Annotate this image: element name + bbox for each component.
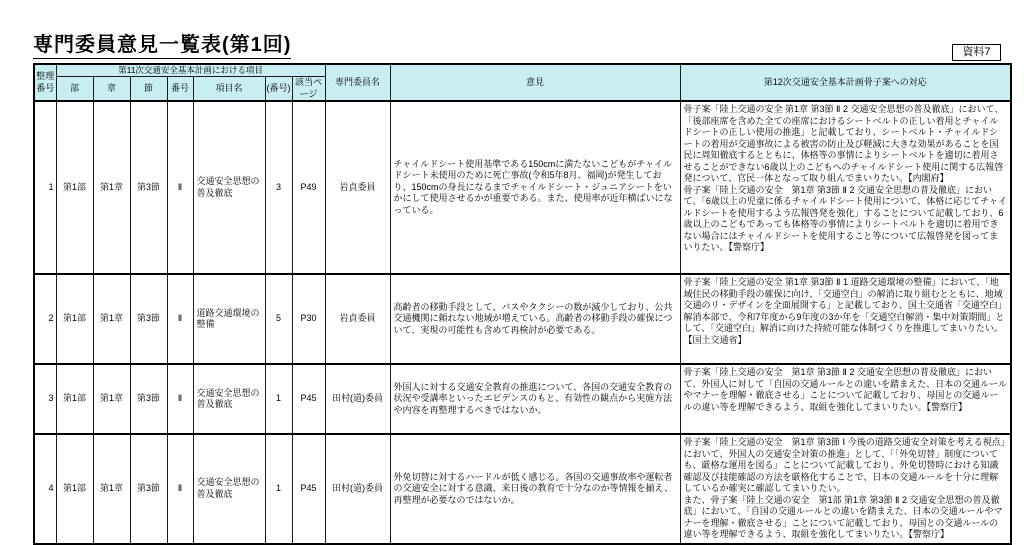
cell-response <box>680 364 1011 434</box>
cell-response <box>680 101 1011 274</box>
cell-chapter: 第1章 <box>93 434 130 544</box>
header-number: 番号 <box>167 77 193 102</box>
cell-number: Ⅱ <box>167 274 193 364</box>
table-row <box>34 101 1011 274</box>
cell-response <box>680 274 1011 364</box>
cell-item-name: 交通安全思想の普及徹底 <box>193 101 265 274</box>
cell-chapter: 第1章 <box>93 101 130 274</box>
response-paragraph: 骨子案「陸上交通の安全 第1章 第3節 Ⅱ 2 交通安全思想の普及徹底」において、「後部座席を含めた全ての座席におけるシートベルトの正しい着用とチャイルドシートの正しい使用の推進」と記載しており、シートベルト・チャイルドシートの着用が交通事故による被害の防止及び軽減に大きな効果があることを国民に周知徹底するとともに、体格等の事情によりシートベルトを適切に着用させることができない6歳以上のこどもへのチャイルドシート使用に関する広報啓発について、官民一体となって取り組んでまいりたい。【内閣府】 <box>683 104 1004 184</box>
cell-number: Ⅱ <box>167 364 193 434</box>
cell-part: 第1部 <box>56 364 93 434</box>
cell-item-name: 道路交通環境の整備 <box>193 274 265 364</box>
cell-opinion: 外国人に対する交通安全教育の推進について、各国の交通安全教育の状況や受講率といったエビデンスのもと、有効性の観点から実施方法や内容を再整理するべきではないか。 <box>390 364 680 434</box>
cell-member-name: 岩貞委員 <box>325 101 390 274</box>
cell-member-name: 田村(道)委員 <box>325 364 390 434</box>
header-page: 該当ページ <box>292 77 325 102</box>
cell-seq-number: 2 <box>34 274 56 364</box>
cell-sub-number: 1 <box>265 364 292 434</box>
cell-item-name: 交通安全思想の普及徹底 <box>193 434 265 544</box>
cell-opinion: 外免切替に対するハードルが低く感じる。各国の交通事故率や運転者の交通安全に対する意識、来日後の教育で十分なのか等情報を揃え、再整理が必要なのではないか。 <box>390 434 680 544</box>
header-seq-number: 整理番号 <box>34 64 56 101</box>
cell-number: Ⅱ <box>167 101 193 274</box>
table-header-band-row <box>34 64 1011 77</box>
cell-page: P45 <box>292 364 325 434</box>
cell-chapter: 第1章 <box>93 364 130 434</box>
header-chapter: 章 <box>93 77 130 102</box>
cell-page: P49 <box>292 101 325 274</box>
cell-section: 第3節 <box>130 364 167 434</box>
cell-chapter: 第1章 <box>93 274 130 364</box>
cell-response <box>680 434 1011 544</box>
cell-sub-number: 1 <box>265 434 292 544</box>
opinion-table <box>33 63 1012 545</box>
cell-item-name: 交通安全思想の普及徹底 <box>193 364 265 434</box>
header-part: 部 <box>56 77 93 102</box>
cell-part: 第1部 <box>56 101 93 274</box>
response-paragraph: 骨子案「陸上交通の安全 第1章 第3節 Ⅱ 2 交通安全思想の普及徹底」において、「6歳以上の児童に係るチャイルドシート使用について、体格に応じてチャイルドシートを使用するよう広報啓発を強化」することについて記載しており、6歳以上のこどもであっても体格等の事情によりシートベルトを適切に着用できない場合にはチャイルドシートを使用すること等について広報啓発を図ってまいりたい。【警察庁】 <box>683 184 1007 253</box>
cell-section: 第3節 <box>130 274 167 364</box>
page-title: 専門委員意見一覧表(第1回) <box>33 34 291 59</box>
cell-opinion: 高齢者の移動手段として、バスやタクシーの数が減少しており、公共交通機関に頼れない地域が増えている。高齢者の移動手段の確保について、実現の可能性も含めて再検討が必要である。 <box>390 274 680 364</box>
cell-page: P45 <box>292 434 325 544</box>
header-member-name: 専門委員名 <box>325 64 390 101</box>
cell-member-name: 岩貞委員 <box>325 274 390 364</box>
table-row <box>34 434 1011 544</box>
cell-seq-number: 1 <box>34 101 56 274</box>
table-row <box>34 274 1011 364</box>
header-plan12-response: 第12次交通安全基本計画骨子案への対応 <box>680 64 1011 101</box>
cell-member-name: 田村(道)委員 <box>325 434 390 544</box>
cell-part: 第1部 <box>56 274 93 364</box>
cell-section: 第3節 <box>130 434 167 544</box>
response-paragraph: 骨子案「陸上交通の安全 第1章 第3節 Ⅰ 今後の道路交通安全対策を考える視点」において、外国人の交通安全対策の推進」として、「「外免切替」制度についても、厳格な運用を図る」ことについて記載しており、外免切替時における知識確認及び技能確認の方法を厳格化することで、日本の交通ルールを十分に理解しているか確実に確認してまいりたい。 <box>683 437 1006 494</box>
cell-opinion: チャイルドシート使用基準である150cmに満たないこどもがチャイルドシート未使用のために死亡事故(令和5年8月、福岡)が発生しており、150cmの身長になるまでチャイルドシート・ジュニアシートをいかにして使用させるかが重要である。また、使用率が近年横ばいになっている。 <box>390 101 680 274</box>
header-section: 節 <box>130 77 167 102</box>
header-sub-number: (番号) <box>265 77 292 102</box>
response-paragraph: 骨子案「陸上交通の安全 第1章 第3節 Ⅱ 2 交通安全思想の普及徹底」において、外国人に対して「自国の交通ルールとの違いを踏まえた、日本の交通ルールやマナーを理解・徹底させる」ことについて記載しており、母国との交通ルールの違い等を理解できるよう、取組を強化してまいりたい。【警察庁】 <box>683 367 1007 412</box>
header-plan11-group: 第11次交通安全基本計画における項目 <box>56 64 325 77</box>
response-paragraph: また、骨子案「陸上交通の安全 第1部 第1章 第3節 Ⅱ 2 交通安全思想の普及徹底」において、「自国の交通ルールとの違いを踏まえた、日本の交通ルールやマナーを理解・徹底させる」ことについて記載しており、母国との交通ルールの違い等を理解できるよう、取組を強化してまいりたい。【警察庁】 <box>683 494 1003 540</box>
header-opinion: 意見 <box>390 64 680 101</box>
response-paragraph: 骨子案「陸上交通の安全 第1章 第3節 Ⅱ 1 道路交通環境の整備」において、「地域住民の移動手段の確保に向け、「交通空白」の解消に取り組むとともに、地域交通のリ・デザインを全面展開する」と記載しており、国土交通省「交通空白」解消本部で、令和7年度から9年度の3か年を「交通空白解消・集中対策期間」として、「交通空白」解消に向けた持続可能な体制づくりを推進してまいりたい。【国土交通省】 <box>683 277 1007 345</box>
header-item-name: 項目名 <box>193 77 265 102</box>
cell-sub-number: 5 <box>265 274 292 364</box>
cell-section: 第3節 <box>130 101 167 274</box>
cell-number: Ⅱ <box>167 434 193 544</box>
cell-sub-number: 3 <box>265 101 292 274</box>
cell-seq-number: 3 <box>34 364 56 434</box>
table-row <box>34 364 1011 434</box>
cell-page: P30 <box>292 274 325 364</box>
document-number-badge: 資料7 <box>952 44 1001 61</box>
cell-part: 第1部 <box>56 434 93 544</box>
cell-seq-number: 4 <box>34 434 56 544</box>
